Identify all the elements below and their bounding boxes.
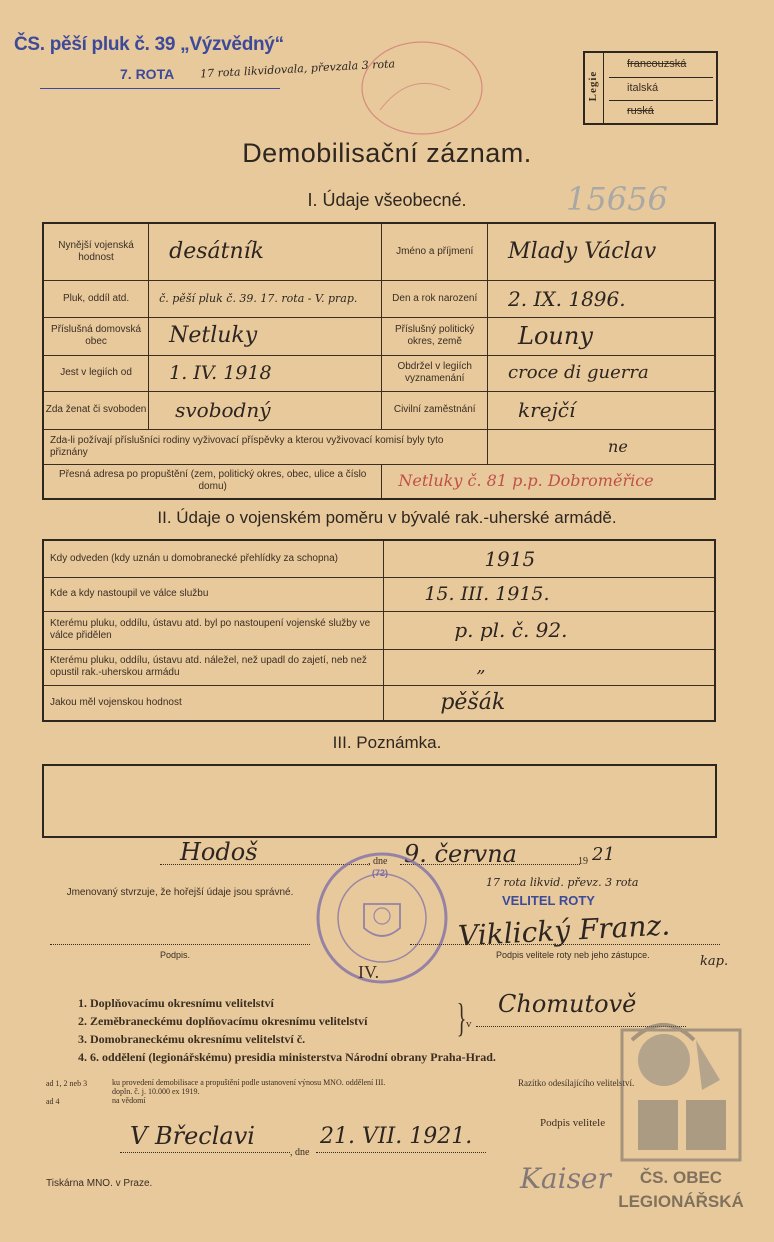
- value-regiment: č. pěší pluk č. 39. 17. rota - V. prap.: [149, 280, 382, 317]
- label-award: Obdržel v legiích vyznamenání: [382, 355, 488, 391]
- place-handwritten: Hodoš: [180, 838, 258, 866]
- legie-box: [583, 51, 718, 125]
- section1-table: [42, 222, 716, 500]
- label-captured: Kterému pluku, oddílu, ústavu atd. náležel, než upadl do zajetí, neb než opustil rak.-uherskou armádu: [43, 649, 384, 685]
- year-prefix: 19: [578, 856, 588, 867]
- value-married: svobodný: [149, 391, 382, 429]
- value-award: croce di guerra: [488, 355, 715, 391]
- legie-option-french: francouzská: [609, 55, 713, 78]
- label-home: Příslušná domovská obec: [43, 317, 149, 355]
- section2-heading: II. Údaje o vojenském poměru v bývalé rak.-uherské armádě.: [157, 508, 617, 527]
- value-rank: desátník: [149, 223, 382, 280]
- label-name: Jméno a příjmení: [382, 223, 488, 280]
- printer-label: Tiskárna MNO. v Praze.: [46, 1178, 153, 1189]
- legie-option-russian: ruská: [627, 105, 654, 117]
- dne-label: , dne: [368, 856, 388, 867]
- note-box: [42, 764, 717, 838]
- section4-item-1: 1. Doplňovacímu okresnímu velitelství: [78, 996, 274, 1010]
- footnote-right: [112, 1078, 392, 1105]
- handwritten-rota-note: 17 rota likvid. převz. 3 rota: [486, 876, 639, 889]
- value-name: Mlady Václav: [488, 223, 715, 280]
- footnote-left: [46, 1078, 87, 1107]
- legie-label: Legie: [587, 70, 599, 102]
- razitko-label: Razítko odesílajícího velitelství.: [518, 1078, 635, 1088]
- unit-stamp-line1: ČS. pěší pluk č. 39 „Výzvědný“: [14, 34, 284, 55]
- bottom-place: V Břeclavi: [130, 1122, 255, 1150]
- bottom-dne: , dne: [290, 1147, 310, 1158]
- watermark-line1: ČS. OBEC: [639, 1168, 723, 1187]
- stamp-velitel-roty: VELITEL ROTY: [502, 893, 595, 908]
- watermark-logo: [602, 1000, 760, 1226]
- section4-list: [78, 994, 496, 1066]
- value-district: Louny: [488, 317, 715, 355]
- section4-destination: Chomutově: [498, 990, 637, 1018]
- podpis-label: Podpis.: [160, 950, 191, 960]
- label-regiment: Pluk, oddíl atd.: [43, 280, 149, 317]
- label-legion-since: Jest v legiích od: [43, 355, 149, 391]
- footnote-right-1: ku provedení demobilisace a propuštění podle ustanovení výnosu MNO. oddělení III. dopln. č. j. 10.000 ex 1919.: [112, 1078, 386, 1096]
- file-number: 15656: [566, 180, 668, 218]
- legie-option-italian: italská: [609, 78, 713, 101]
- footnote-left-2: ad 4: [46, 1097, 60, 1106]
- bottom-date: 21. VII. 1921.: [320, 1124, 473, 1149]
- label-rank-old: Jakou měl vojenskou hodnost: [43, 685, 384, 721]
- value-home: Netluky: [149, 317, 382, 355]
- value-service-start: 15. III. 1915.: [384, 577, 715, 611]
- podpis-velitele-2: Podpis velitele: [540, 1117, 606, 1129]
- value-rank-old: pěšák: [384, 685, 715, 721]
- section1-heading: I. Údaje všeobecné.: [307, 190, 467, 210]
- label-rank: Nynější vojenská hodnost: [43, 223, 149, 280]
- label-support: Zda-li požívají příslušníci rodiny vyživovací příspěvky a kterou vyživovací komisí byly tyto přiznány: [43, 429, 488, 464]
- unit-stamp-line2: 7. ROTA: [120, 66, 175, 82]
- watermark-line2: LEGIONÁŘSKÁ: [618, 1192, 744, 1211]
- podpis-velitele-label: Podpis velitele roty neb jeho zástupce.: [496, 950, 650, 960]
- footnote-right-2: na vědomí: [112, 1096, 146, 1105]
- section4-item-3: 3. Domobraneckému okresnímu velitelství č.: [78, 1032, 306, 1046]
- confirm-text: Jmenovaný stvrzuje, že hořejší údaje jsou správné.: [66, 887, 294, 898]
- value-assigned: p. pl. č. 92.: [384, 611, 715, 649]
- label-district: Příslušný politický okres, země: [382, 317, 488, 355]
- value-birth: 2. IX. 1896.: [488, 280, 715, 317]
- section2-table: [42, 539, 716, 722]
- red-pencil-mark: [350, 30, 490, 150]
- round-stamp-number: (72): [372, 868, 389, 878]
- value-address: Netluky č. 81 p.p. Dobroměřice: [382, 464, 715, 499]
- section4-brace: }: [456, 995, 467, 1040]
- signature-commander: Viklický Franz.: [457, 908, 671, 953]
- footnote-left-1: ad 1, 2 neb 3: [46, 1079, 88, 1088]
- section4-item-2: 2. Zeměbraneckému doplňovacímu okresnímu velitelství: [78, 1014, 368, 1028]
- label-occupation: Civilní zaměstnání: [382, 391, 488, 429]
- value-support: ne: [488, 429, 715, 464]
- legion-emblem-icon: [602, 1000, 760, 1170]
- section4-item-4: 4. 6. oddělení (legionářskému) presidia ministerstva Národní obrany Praha-Hrad.: [78, 1050, 496, 1064]
- label-birth: Den a rok narození: [382, 280, 488, 317]
- signature-commander-note: kap.: [700, 954, 729, 969]
- label-service-start: Kde a kdy nastoupil ve válce službu: [43, 577, 384, 611]
- label-married: Zda ženat či svoboden: [43, 391, 149, 429]
- value-occupation: krejčí: [488, 391, 715, 429]
- section4-heading: IV.: [358, 962, 380, 982]
- value-captured: „: [384, 649, 715, 685]
- year-suffix: 21: [592, 844, 615, 865]
- signature-bottom: Kaiser: [520, 1162, 611, 1195]
- handwritten-unit-note: 17 rota likvidovala, převzala 3 rota: [199, 57, 396, 81]
- label-conscripted: Kdy odveden (kdy uznán u domobranecké přehlídky za schopna): [43, 540, 384, 577]
- page-title: Demobilisační záznam.: [242, 138, 532, 168]
- value-conscripted: 1915: [384, 540, 715, 577]
- value-legion-since: 1. IV. 1918: [149, 355, 382, 391]
- date-day: 9. června: [404, 840, 517, 868]
- section3-heading: III. Poznámka.: [332, 733, 442, 752]
- stamp-underline: [40, 88, 280, 89]
- section4-v-label: v: [466, 1018, 472, 1030]
- label-assigned: Kterému pluku, oddílu, ústavu atd. byl po nastoupení vojenské služby ve válce přidělen: [43, 611, 384, 649]
- label-address: Přesná adresa po propuštění (zem, politický okres, obec, ulice a číslo domu): [43, 464, 382, 499]
